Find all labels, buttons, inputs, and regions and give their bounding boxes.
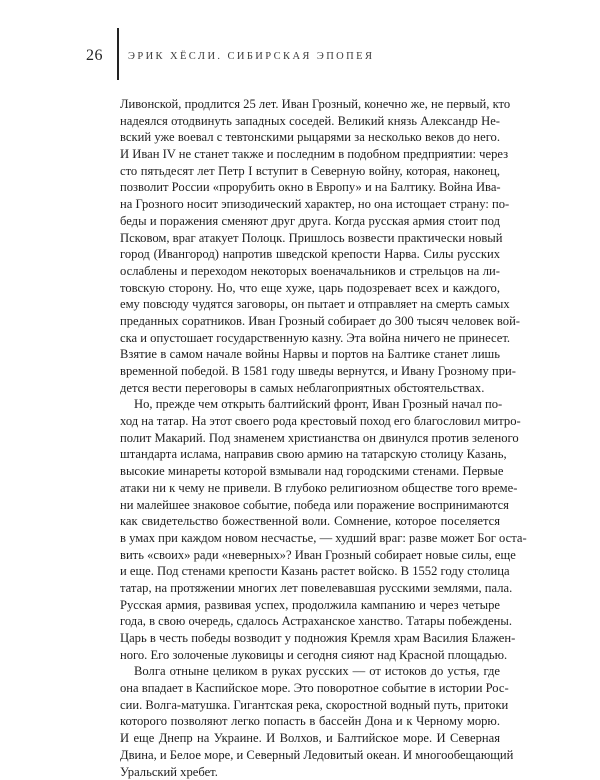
text-line: И еще Днепр на Украине. И Волхов, и Балтийское море. И Северная [120,730,500,747]
text-line: Двина, и Белое море, и Северный Ледовитый океан. И многообещающий [120,747,500,764]
text-line: И Иван IV не станет также и последним в подобном предприятии: через [120,146,500,163]
text-line: Но, прежде чем открыть балтийский фронт, Иван Грозный начал по- [120,396,500,413]
text-line: которого позволяют легко попасть в бассейн Дона и к Черному морю. [120,713,500,730]
text-line: ни малейшее знаковое событие, победа или поражение воспринимаются [120,497,500,514]
body-text [120,96,500,780]
paragraph [120,396,500,663]
text-line: ска и опустошает государственную казну. Эта война ничего не принесет. [120,330,500,347]
text-line: вить «своих» ради «неверных»? Иван Грозный собирает новые силы, еще [120,547,500,564]
text-line: Русская армия, развивая успех, продолжила кампанию и через четыре [120,597,500,614]
text-line: ход на татар. На этот своего рода крестовый поход его благословил митро- [120,413,500,430]
text-line: преданных соратников. Иван Грозный собирает до 300 тысяч человек вой- [120,313,500,330]
text-line: ного. Его золоченые луковицы и сегодня сияют над Красной площадью. [120,647,500,664]
text-line: полит Макарий. Под знаменем христианства он двинулся против зеленого [120,430,500,447]
text-line: штандарта ислама, направив свою армию на татарскую столицу Казань, [120,446,500,463]
text-line: Взятие в самом начале войны Нарвы и портов на Балтике станет лишь [120,346,500,363]
text-line: татар, на протяжении многих лет повелевавшая русскими землями, пала. [120,580,500,597]
text-line: надеялся отодвинуть западных соседей. Великий князь Александр Не- [120,113,500,130]
text-line: дется вести переговоры в самых неблагоприятных обстоятельствах. [120,380,500,397]
text-line: беды и поражения сменяют друг друга. Когда русская армия стоит под [120,213,500,230]
text-line: на Грозного носит эпизодический характер, но она истощает страну: по- [120,196,500,213]
running-header-title: ЭРИК ХЁСЛИ. СИБИРСКАЯ ЭПОПЕЯ [128,51,374,62]
text-line: сии. Волга-матушка. Гигантская река, скоростной водный путь, притоки [120,697,500,714]
text-line: как свидетельство божественной воли. Сомнение, которое поселяется [120,513,500,530]
text-line: товскую сторону. Но, что еще хуже, царь подозревает всех и каждого, [120,280,500,297]
text-line: вский уже воевал с тевтонскими рыцарями за несколько веков до него. [120,129,500,146]
text-line: атаки ни к чему не привели. В глубоко религиозном обществе того време- [120,480,500,497]
paragraph [120,96,500,396]
text-line: высокие минареты которой взмывали над городскими стенами. Первые [120,463,500,480]
text-line: года, в свою очередь, сдалось Астраханское ханство. Татары побеждены. [120,613,500,630]
text-line: она впадает в Каспийское море. Это поворотное событие в истории Рос- [120,680,500,697]
text-line: Псковом, враг атакует Полоцк. Пришлось возвести практически новый [120,230,500,247]
page-number: 26 [86,47,103,65]
text-line: сто пятьдесят лет Петр I вступит в Северную войну, которая, наконец, [120,163,500,180]
header-vertical-rule [117,28,119,80]
text-line: позволит России «прорубить окно в Европу» и на Балтику. Война Ива- [120,179,500,196]
text-line: в умах при каждом новом несчастье, — худший враг: разве может Бог оста- [120,530,500,547]
text-line: Волга отныне целиком в руках русских — от истоков до устья, где [120,663,500,680]
text-line: город (Ивангород) напротив шведской крепости Нарва. Силы русских [120,246,500,263]
text-line: ослаблены и переходом некоторых военачальников и стрельцов на ли- [120,263,500,280]
text-line: Ливонской, продлится 25 лет. Иван Грозный, конечно же, не первый, кто [120,96,500,113]
text-line: Царь в честь победы возводит у подножия Кремля храм Василия Блажен- [120,630,500,647]
text-line: и еще. Под стенами крепости Казань растет войско. В 1552 году столица [120,563,500,580]
text-line: Уральский хребет. [120,764,500,780]
text-line: временной победой. В 1581 году шведы вернутся, и Ивану Грозному при- [120,363,500,380]
text-line: ему повсюду чудятся заговоры, он пытает и отправляет на смерть самых [120,296,500,313]
paragraph [120,663,500,780]
